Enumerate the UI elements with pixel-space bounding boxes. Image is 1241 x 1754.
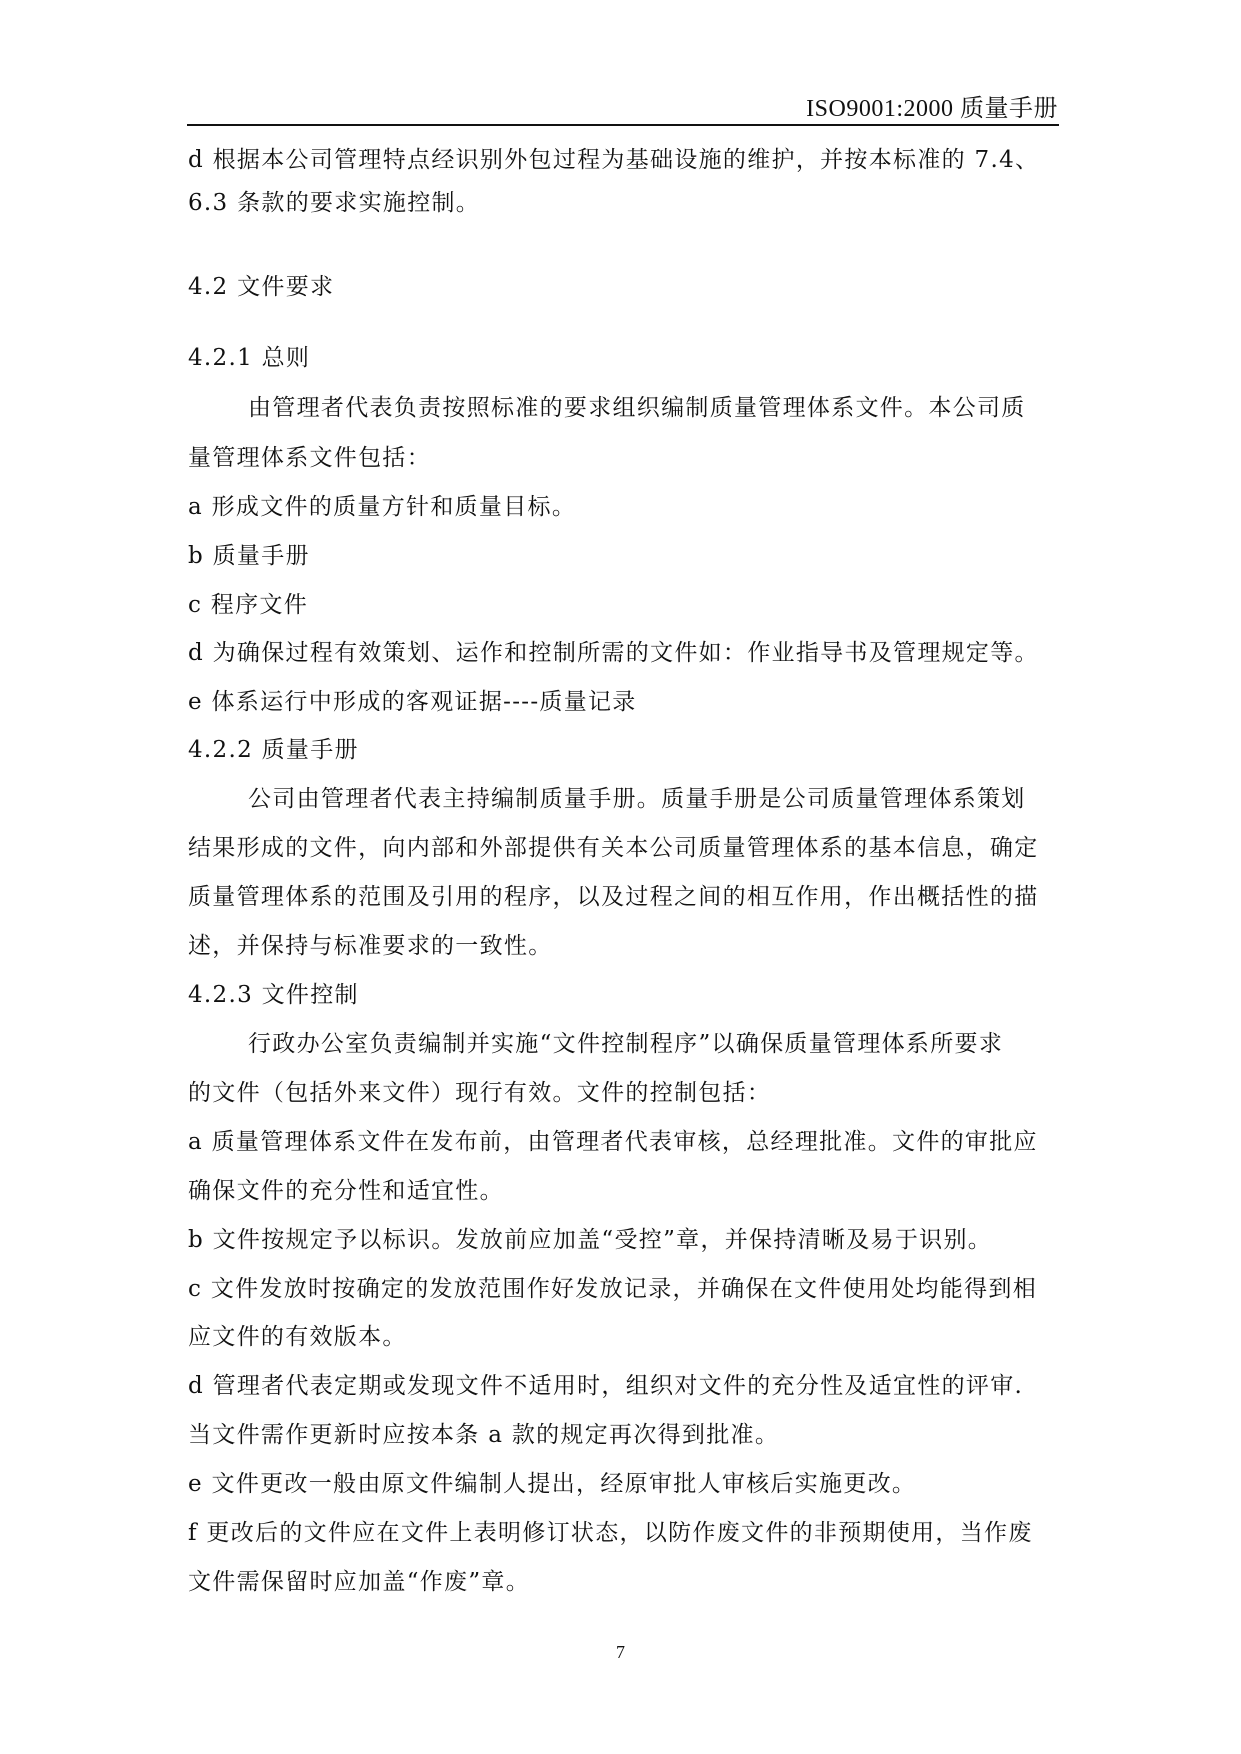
subsection-heading: 4.2.1 总则 bbox=[188, 345, 311, 371]
body-line: 由管理者代表负责按照标准的要求组织编制质量管理体系文件。本公司质 bbox=[248, 395, 1026, 421]
body-line: 公司由管理者代表主持编制质量手册。质量手册是公司质量管理体系策划 bbox=[248, 786, 1026, 812]
body-line: 应文件的有效版本。 bbox=[188, 1324, 407, 1350]
list-item: c 程序文件 bbox=[188, 592, 308, 618]
body-line: 行政办公室负责编制并实施“文件控制程序”以确保质量管理体系所要求 bbox=[248, 1031, 1004, 1057]
body-line: 6.3 条款的要求实施控制。 bbox=[188, 190, 481, 216]
list-item: a 形成文件的质量方针和质量目标。 bbox=[188, 494, 577, 520]
body-line: 结果形成的文件，向内部和外部提供有关本公司质量管理体系的基本信息，确定 bbox=[188, 835, 1039, 861]
header-divider bbox=[187, 124, 1059, 126]
body-line: 质量管理体系的范围及引用的程序，以及过程之间的相互作用，作出概括性的描 bbox=[188, 884, 1039, 910]
page-number: 7 bbox=[616, 1642, 625, 1662]
list-item: d 管理者代表定期或发现文件不适用时，组织对文件的充分性及适宜性的评审. bbox=[188, 1373, 1024, 1399]
section-heading: 4.2 文件要求 bbox=[188, 274, 335, 300]
list-item: b 文件按规定予以标识。发放前应加盖“受控”章，并保持清晰及易于识别。 bbox=[188, 1227, 993, 1253]
body-line: 量管理体系文件包括： bbox=[188, 445, 431, 471]
body-line: 当文件需作更新时应按本条 a 款的规定再次得到批准。 bbox=[188, 1422, 780, 1448]
body-line: 的文件（包括外来文件）现行有效。文件的控制包括： bbox=[188, 1080, 772, 1106]
list-item: f 更改后的文件应在文件上表明修订状态，以防作废文件的非预期使用，当作废 bbox=[188, 1520, 1033, 1546]
body-line: 确保文件的充分性和适宜性。 bbox=[188, 1178, 504, 1204]
subsection-heading: 4.2.2 质量手册 bbox=[188, 737, 359, 763]
list-item: e 体系运行中形成的客观证据----质量记录 bbox=[188, 689, 637, 715]
body-line: 文件需保留时应加盖“作废”章。 bbox=[188, 1569, 531, 1595]
list-item: a 质量管理体系文件在发布前，由管理者代表审核，总经理批准。文件的审批应 bbox=[188, 1129, 1038, 1155]
list-item: b 质量手册 bbox=[188, 543, 310, 569]
header-title: ISO9001:2000 质量手册 bbox=[806, 96, 1058, 122]
list-item: d 为确保过程有效策划、运作和控制所需的文件如：作业指导书及管理规定等。 bbox=[188, 640, 1039, 666]
list-item: c 文件发放时按确定的发放范围作好发放记录，并确保在文件使用处均能得到相 bbox=[188, 1276, 1037, 1302]
body-line: 述，并保持与标准要求的一致性。 bbox=[188, 933, 553, 959]
list-item: e 文件更改一般由原文件编制人提出，经原审批人审核后实施更改。 bbox=[188, 1471, 917, 1497]
subsection-heading: 4.2.3 文件控制 bbox=[188, 982, 359, 1008]
body-line: d 根据本公司管理特点经识别外包过程为基础设施的维护，并按本标准的 7.4、 bbox=[188, 147, 1040, 173]
